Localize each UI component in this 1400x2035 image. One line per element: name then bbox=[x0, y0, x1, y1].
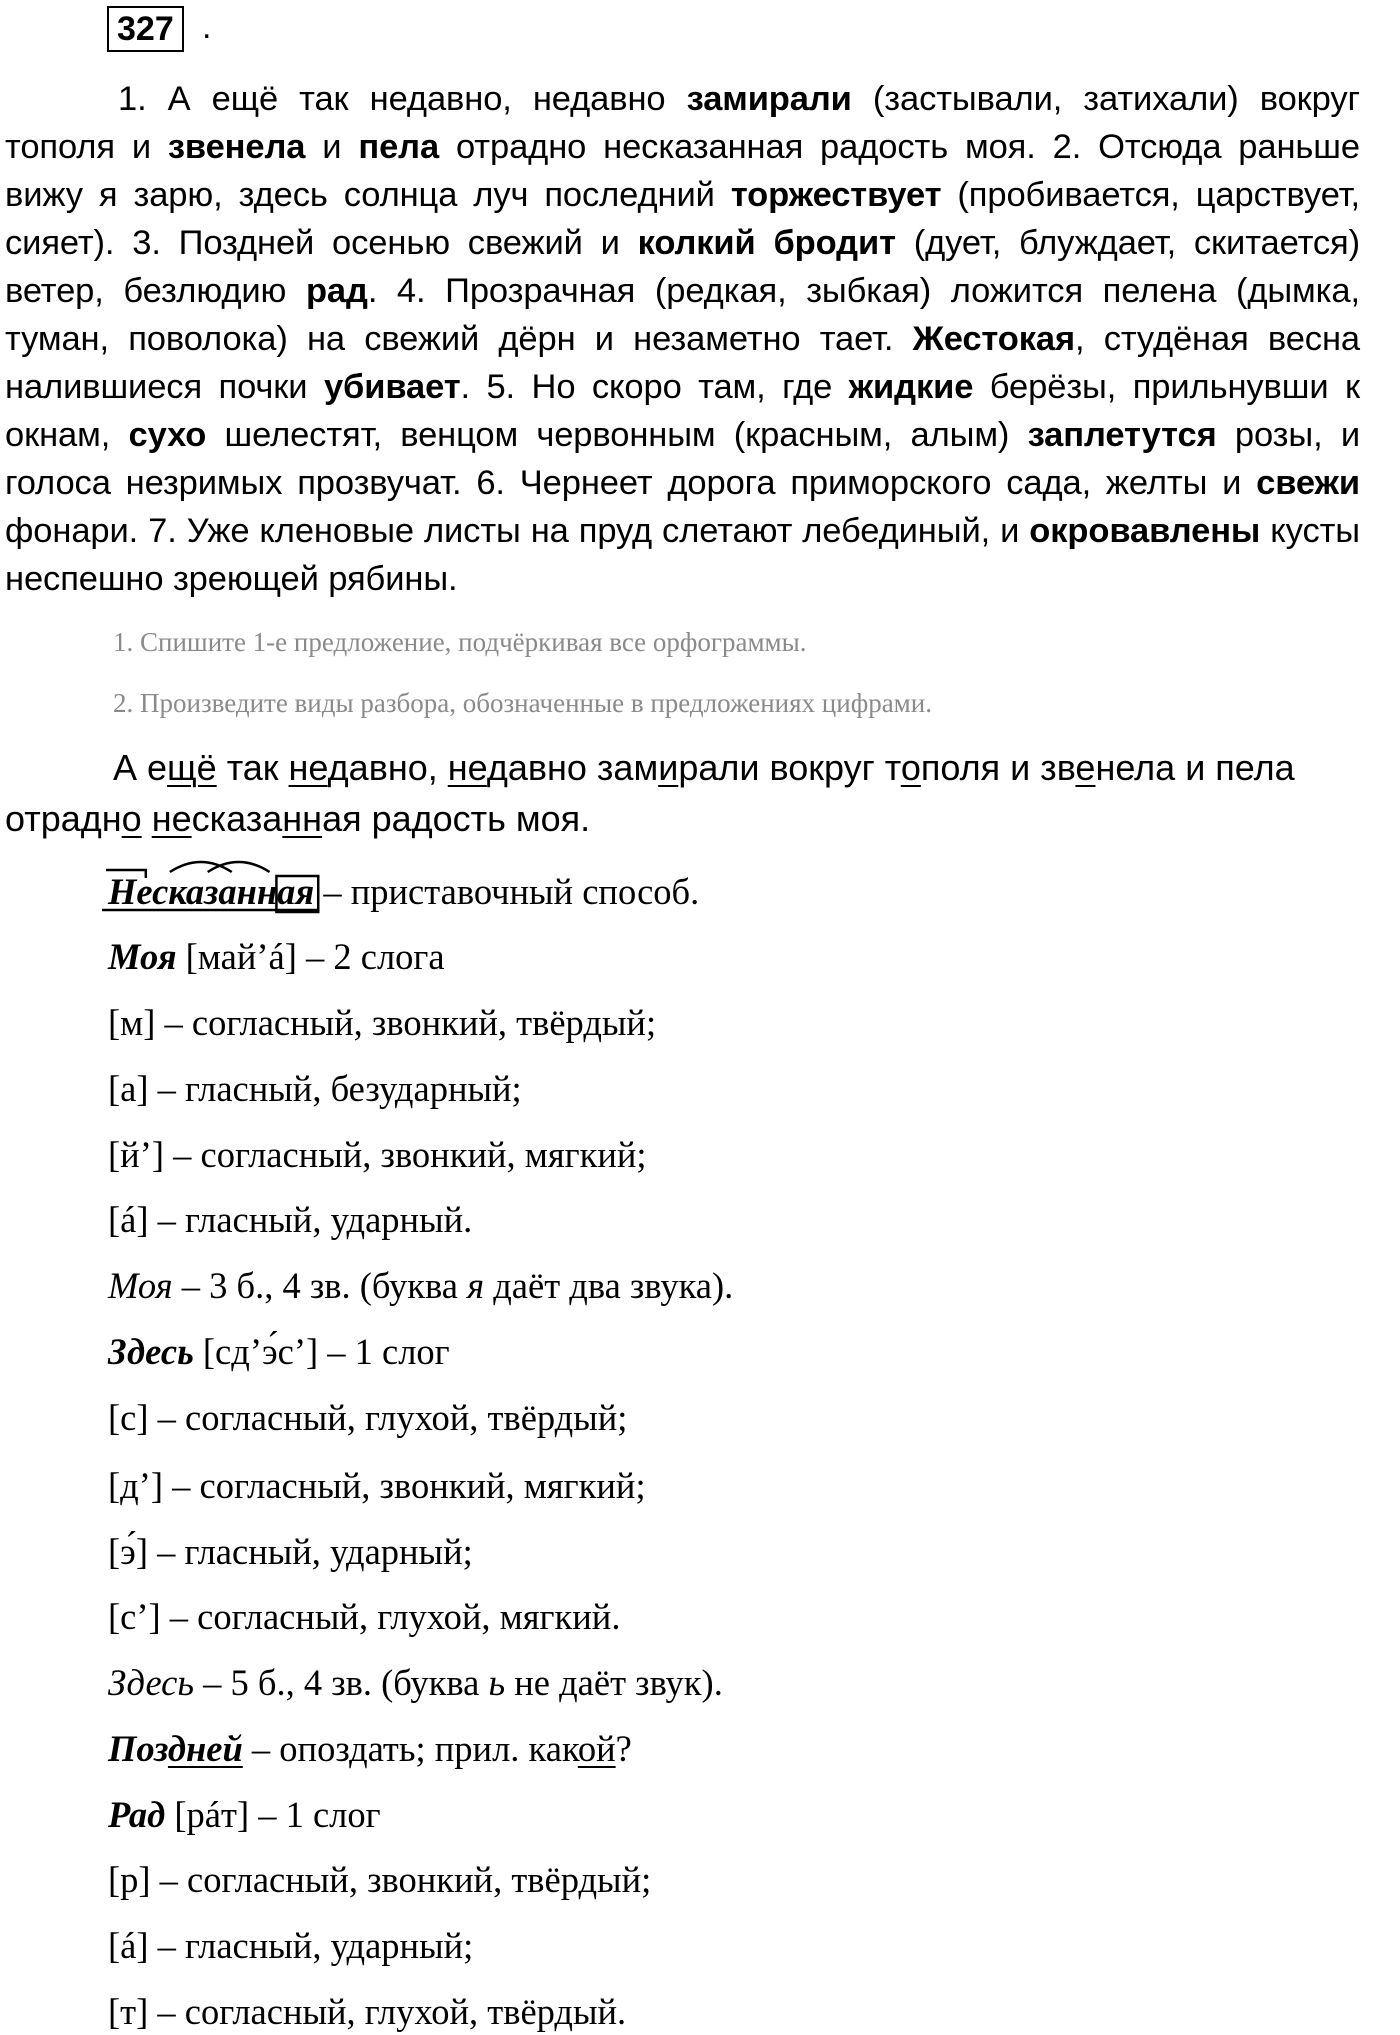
text-segment: сказа bbox=[191, 798, 283, 839]
morpheme-marks bbox=[102, 854, 320, 914]
ending-box bbox=[276, 876, 318, 912]
analysis-line bbox=[108, 935, 445, 978]
text-segment: и bbox=[305, 128, 359, 166]
text-segment: [д’] – согласный, звонкий, мягкий; bbox=[108, 1465, 646, 1506]
text-segment: – приставочный способ. bbox=[314, 871, 700, 912]
text-segment: [á] – гласный, ударный. bbox=[108, 1199, 473, 1240]
text-segment: – опоздать; прил. как bbox=[242, 1728, 578, 1769]
bold-word: окровавлены bbox=[1029, 512, 1261, 550]
text-segment: нела и пела отрадн bbox=[5, 747, 1295, 839]
text-segment: [сд’э́с’] – 1 слог bbox=[193, 1331, 450, 1372]
bold-word: убивает bbox=[323, 368, 461, 406]
bold-word: свежи bbox=[1256, 464, 1360, 502]
bold-word: пела bbox=[358, 128, 440, 166]
spelling-underline: ней bbox=[186, 1728, 243, 1769]
bold-word: замирали bbox=[686, 80, 852, 118]
text-segment: Здесь bbox=[108, 1331, 194, 1372]
spelling-underline: о bbox=[121, 798, 142, 839]
text-segment: я bbox=[467, 1265, 485, 1306]
text-segment: [т] – согласный, глухой, твёрдый. bbox=[108, 1991, 627, 2032]
analysis-line bbox=[108, 1001, 656, 1044]
text-segment: даёт два звука). bbox=[484, 1265, 734, 1306]
text-segment: [й’] – согласный, звонкий, мягкий; bbox=[108, 1134, 647, 1175]
text-segment: Рад bbox=[108, 1794, 166, 1835]
text-segment: ь bbox=[488, 1662, 506, 1703]
analysis-line bbox=[108, 1133, 647, 1176]
text-segment: (дует, блуждает, скитается) ветер, безлюдию bbox=[5, 224, 1361, 310]
text-segment: [р] – согласный, звонкий, твёрдый; bbox=[108, 1859, 652, 1900]
analysis-line bbox=[108, 1198, 472, 1241]
spelling-underline: о bbox=[900, 747, 921, 788]
analysis-line bbox=[108, 1661, 723, 1704]
text-segment: рали вокруг т bbox=[678, 747, 901, 788]
text-segment: [м] – согласный, звонкий, твёрдый; bbox=[108, 1002, 657, 1043]
bold-word: заплетутся bbox=[1027, 416, 1217, 454]
spelling-underline: не bbox=[151, 798, 192, 839]
exercise-number-dot: . bbox=[202, 8, 212, 46]
text-segment: (застывали, затихали) вокруг тополя и bbox=[5, 80, 1360, 166]
bold-word: Жестокая bbox=[912, 320, 1076, 358]
answer-sentence bbox=[5, 742, 1360, 844]
exercise-number: 327 bbox=[107, 6, 184, 52]
analysis-line bbox=[108, 1793, 381, 1836]
spelling-underline: щё bbox=[167, 747, 217, 788]
text-segment: [э́] – гласный, ударный; bbox=[108, 1531, 473, 1572]
task-1: 1. Спишите 1-е предложение, подчёркивая все орфограммы. bbox=[113, 627, 807, 657]
text-segment: Моя bbox=[108, 1265, 173, 1306]
text-segment: не даёт звук). bbox=[505, 1662, 723, 1703]
text-segment: Моя bbox=[108, 936, 177, 977]
analysis-line bbox=[108, 1464, 646, 1507]
text-segment: А е bbox=[113, 747, 168, 788]
text-segment: поля и зв bbox=[920, 747, 1076, 788]
bold-word: рад bbox=[305, 272, 368, 310]
text-segment: (пробивается, царствует, сияет). 3. Поздней осенью свежий и bbox=[5, 176, 1360, 262]
text-segment: розы, и голоса незримых прозвучат. 6. Чернеет дорога приморского сада, желты и bbox=[5, 416, 1360, 502]
prefix-mark bbox=[106, 870, 146, 878]
analysis-line bbox=[108, 870, 699, 913]
text-segment: [с] – согласный, глухой, твёрдый; bbox=[108, 1397, 628, 1438]
text-segment: [а] – гласный, безударный; bbox=[108, 1068, 522, 1109]
analysis-line bbox=[108, 1330, 450, 1373]
text-segment: . 5. Но скоро там, где bbox=[460, 368, 849, 406]
text-segment: – 3 б., 4 зв. (буква bbox=[172, 1265, 468, 1306]
analysis-line bbox=[108, 1858, 651, 1901]
text-segment: фонари. 7. Уже кленовые листы на пруд слетают лебединый, и bbox=[5, 512, 1030, 550]
text-segment: 1. А ещё так недавно, недавно bbox=[118, 80, 687, 118]
text-segment: [с’] – согласный, глухой, мягкий. bbox=[108, 1596, 621, 1637]
spelling-underline: и bbox=[658, 747, 679, 788]
text-segment: Здесь bbox=[108, 1662, 194, 1703]
spelling-underline: ой bbox=[577, 1728, 616, 1769]
spelling-underline: нн bbox=[282, 798, 323, 839]
text-segment: берёзы, прильнувши к окнам, bbox=[5, 368, 1360, 454]
bold-word: колкий бродит bbox=[637, 224, 896, 262]
exercise-text bbox=[5, 75, 1360, 603]
text-segment bbox=[142, 798, 152, 839]
analysis-line bbox=[108, 1067, 522, 1110]
text-segment: давно зам bbox=[486, 747, 659, 788]
text-segment: кусты неспешно зреющей рябины. bbox=[5, 512, 1360, 598]
text-segment: [рáт] – 1 слог bbox=[165, 1794, 381, 1835]
analysis-line bbox=[108, 1990, 626, 2033]
text-segment: . 4. Прозрачная (редкая, зыбкая) ложится пелена (дымка, туман, поволока) на свежий дёрн и незаметно тает. bbox=[5, 272, 1361, 358]
analysis-line bbox=[108, 1924, 473, 1967]
text-segment: [май’á] – 2 слога bbox=[176, 936, 445, 977]
analysis-line bbox=[108, 1264, 733, 1307]
bold-word: торжествует bbox=[730, 176, 942, 214]
spelling-underline: не bbox=[447, 747, 487, 788]
text-segment: Поз bbox=[108, 1728, 168, 1769]
analysis-line bbox=[108, 1396, 627, 1439]
bold-word: жидкие bbox=[848, 368, 974, 406]
bold-word: сухо bbox=[128, 416, 207, 454]
text-segment: давно, bbox=[327, 747, 448, 788]
analysis-line bbox=[108, 1530, 473, 1573]
word-formation-word: Несказанная bbox=[108, 870, 314, 913]
spelling-underline: е bbox=[1075, 747, 1096, 788]
analysis-line bbox=[108, 1727, 632, 1770]
bold-word: звенела bbox=[167, 128, 306, 166]
text-segment: ? bbox=[615, 1728, 632, 1769]
text-segment: шелестят, венцом червонным (красным, алым) bbox=[206, 416, 1028, 454]
text-segment: [á] – гласный, ударный; bbox=[108, 1925, 474, 1966]
text-segment: – 5 б., 4 зв. (буква bbox=[194, 1662, 489, 1703]
text-segment: , студёная весна налившиеся почки bbox=[5, 320, 1360, 406]
text-segment: отрадно несказанная радость моя. 2. Отсюда раньше вижу я зарю, здесь солнца луч последний bbox=[5, 128, 1360, 214]
text-segment: ая радость моя. bbox=[322, 798, 591, 839]
spelling-underline: не bbox=[288, 747, 328, 788]
task-2: 2. Произведите виды разбора, обозначенные в предложениях цифрами. bbox=[113, 688, 932, 718]
text-segment: так bbox=[216, 747, 289, 788]
analysis-line bbox=[108, 1595, 620, 1638]
spelling-underline: д bbox=[167, 1728, 187, 1769]
